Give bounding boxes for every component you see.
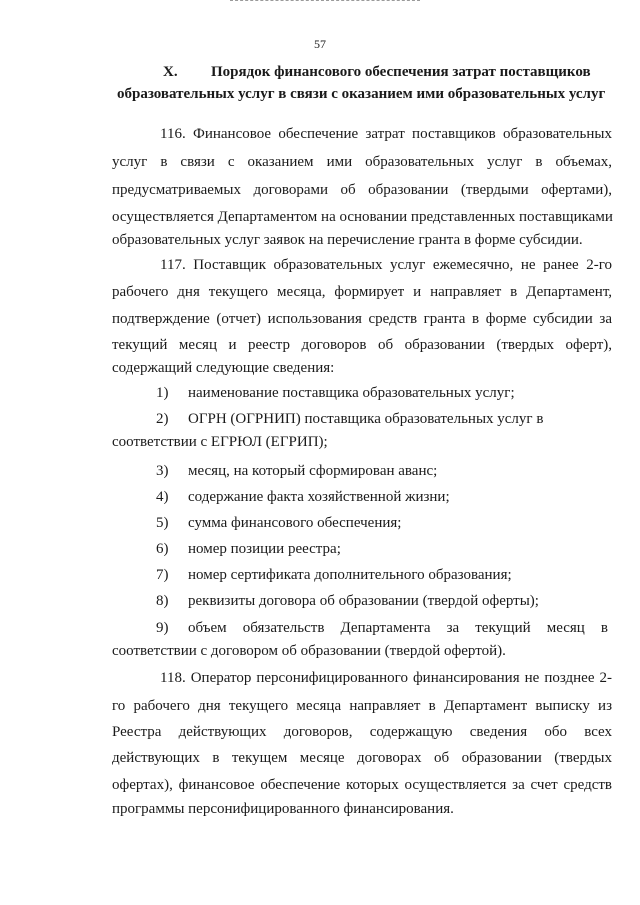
list-item-continuation: соответствии с договором об образовании (твердой офертой). (112, 643, 506, 659)
paragraph-117-line: текущий месяц и реестр договоров об образовании (твердых оферт), (112, 337, 612, 353)
list-item-text: ОГРН (ОГРНИП) поставщика образовательных услуг в (188, 411, 544, 427)
paragraph-118-line: го рабочего дня текущего месяца направляет в Департамент выписку из (112, 698, 612, 714)
paragraph-118-line: программы персонифицированного финансирования. (112, 801, 454, 817)
section-heading-line-1 (163, 64, 640, 81)
list-item-number: 9) (156, 620, 169, 636)
list-item-number: 8) (156, 593, 169, 609)
list-item-text: месяц, на который сформирован аванс; (188, 463, 438, 479)
paragraph-116-line: 116. Финансовое обеспечение затрат поставщиков образовательных (160, 126, 612, 142)
paragraph-116-line: осуществляется Департаментом на основании представленных поставщиками (112, 209, 613, 225)
paragraph-117-line: содержащий следующие сведения: (112, 360, 335, 376)
paragraph-118-line: офертах), финансовое обеспечение которых осуществляется за счет средств (112, 777, 612, 793)
section-title-line-2: образовательных услуг в связи с оказанием ими образовательных услуг (117, 86, 606, 102)
list-item-number: 1) (156, 385, 169, 401)
paragraph-117-line: 117. Поставщик образовательных услуг ежемесячно, не ранее 2-го (160, 257, 612, 273)
list-item-text: объем обязательств Департамента за текущий месяц в (188, 620, 608, 636)
list-item-text: номер сертификата дополнительного образования; (188, 567, 512, 583)
list-item-number: 6) (156, 541, 169, 557)
list-item-number: 4) (156, 489, 169, 505)
list-item-text: наименование поставщика образовательных услуг; (188, 385, 515, 401)
section-number: X. (163, 64, 178, 80)
scan-edge-marks (230, 0, 420, 4)
list-item-text: содержание факта хозяйственной жизни; (188, 489, 450, 505)
paragraph-116-line: услуг в связи с оказанием ими образовательных услуг в объемах, (112, 154, 612, 170)
paragraph-117-line: подтверждение (отчет) использования средств гранта в форме субсидии за (112, 311, 612, 327)
list-item-text: номер позиции реестра; (188, 541, 341, 557)
paragraph-117-line: рабочего дня текущего месяца, формирует и направляет в Департамент, (112, 284, 612, 300)
paragraph-116-line: предусматриваемых договорами об образовании (твердыми офертами), (112, 182, 612, 198)
list-item-number: 5) (156, 515, 169, 531)
list-item-number: 2) (156, 411, 169, 427)
list-item-text: реквизиты договора об образовании (твердой оферты); (188, 593, 539, 609)
list-item-text: сумма финансового обеспечения; (188, 515, 402, 531)
paragraph-118-line: 118. Оператор персонифицированного финансирования не позднее 2- (160, 670, 612, 686)
paragraph-118-line: Реестра действующих договоров, содержащую сведения обо всех (112, 724, 612, 740)
list-item-number: 7) (156, 567, 169, 583)
list-item-number: 3) (156, 463, 169, 479)
list-item-continuation: соответствии с ЕГРЮЛ (ЕГРИП); (112, 434, 328, 450)
paragraph-118-line: действующих в текущем месяце договорах об образовании (твердых (112, 750, 612, 766)
section-title-line-1: Порядок финансового обеспечения затрат поставщиков (211, 64, 591, 80)
page-number: 57 (314, 37, 326, 51)
paragraph-116-line: образовательных услуг заявок на перечисление гранта в форме субсидии. (112, 232, 583, 248)
